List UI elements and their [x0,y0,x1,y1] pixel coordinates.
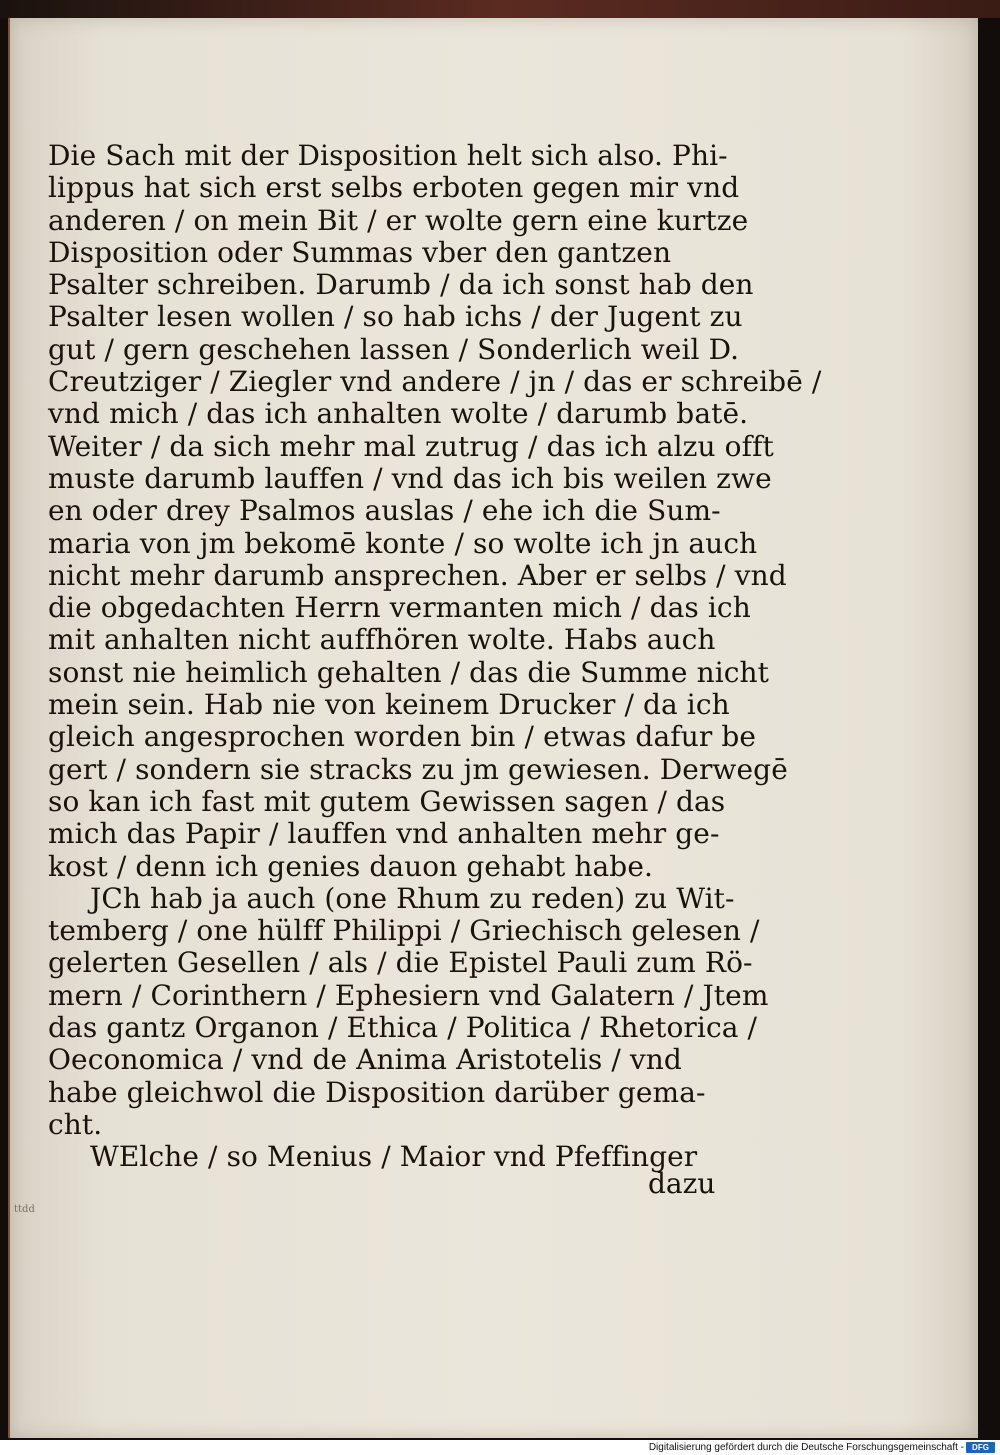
text-line: gleich angesprochen worden bin / etwas dafur be [48,720,757,754]
paragraph-start-line: JCh hab ja auch (one Rhum zu reden) zu Wit- [90,881,735,915]
text-line: Disposition oder Summas vber den gantzen [48,235,672,269]
text-line: das gantz Organon / Ethica / Politica / Rhetorica / [48,1011,758,1045]
text-line: Oeconomica / vnd de Anima Aristotelis / vnd [48,1043,682,1077]
text-line: kost / denn ich genies dauon gehabt habe. [48,849,653,883]
text-line: anderen / on mein Bit / er wolte gern eine kurtze [48,203,749,237]
binding-edge [0,0,1000,18]
text-line: die obgedachten Herrn vermanten mich / das ich [48,591,751,625]
text-line: gert / sondern sie stracks zu jm gewiesen. Derwegē [48,752,788,786]
text-line: temberg / one hülff Philippi / Griechisch gelesen / [48,914,760,948]
text-line: Die Sach mit der Disposition helt sich also. Phi- [48,139,728,172]
margin-mark: ttdd [14,1204,35,1215]
funding-notice: Digitalisierung gefördert durch die Deutsche Forschungsgemeinschaft - [648,1442,964,1453]
text-line: gelerten Gesellen / als / die Epistel Pauli zum Rö- [48,946,753,980]
text-line: habe gleichwol die Disposition darüber gema- [48,1075,706,1109]
dfg-logo: DFG [966,1442,995,1453]
text-line: mern / Corinthern / Ephesiern vnd Galatern / Jtem [48,978,769,1012]
text-line: nicht mehr darumb ansprechen. Aber er selbs / vnd [48,558,787,592]
text-line: Creutziger / Ziegler vnd andere / jn / das er schreibē / [48,365,822,399]
text-line: maria von jm bekomē konte / so wolte ich jn auch [48,526,758,560]
text-line: muste darumb lauffen / vnd das ich bis weilen zwe [48,461,772,495]
text-line: Psalter lesen wollen / so hab ichs / der Jugent zu [48,300,743,334]
text-line: cht. [48,1107,103,1141]
text-line: gut / gern geschehen lassen / Sonderlich weil D. [48,332,740,366]
page-text [48,139,822,1174]
text-line: sonst nie heimlich gehalten / das die Summe nicht [48,655,770,689]
text-line: mein sein. Hab nie von keinem Drucker / da ich [48,688,730,722]
catchword: dazu [648,1167,716,1200]
paragraph-start-line: WElche / so Menius / Maior vnd Pfeffinger [90,1140,698,1174]
text-line: lippus hat sich erst selbs erboten gegen mir vnd [48,171,740,205]
text-line: Psalter schreiben. Darumb / da ich sonst hab den [48,268,754,302]
text-line: en oder drey Psalmos auslas / ehe ich die Sum- [48,494,721,528]
text-line: vnd mich / das ich anhalten wolte / darumb batē. [48,397,749,431]
text-line: Weiter / da sich mehr mal zutrug / das ich alzu offt [48,429,774,463]
text-line: so kan ich fast mit gutem Gewissen sagen / das [48,784,726,818]
text-line: mit anhalten nicht auffhören wolte. Habs auch [48,623,716,657]
text-line: mich das Papir / lauffen vnd anhalten mehr ge- [48,817,720,851]
